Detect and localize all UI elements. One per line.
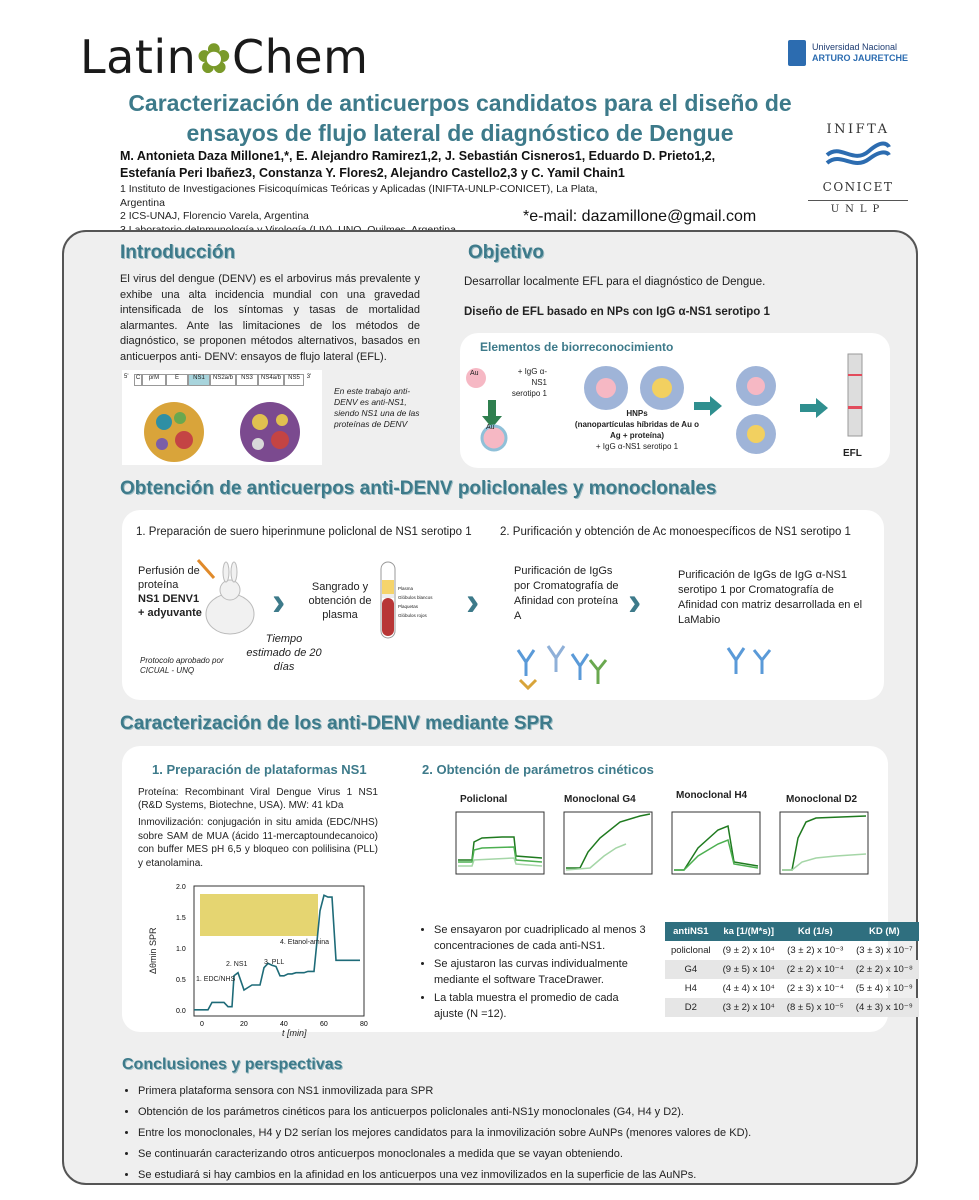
table-cell: (5 ± 4) x 10⁻⁹ (855, 983, 913, 994)
virus-particles-icon (122, 390, 322, 465)
conicet-text: CONICET (822, 180, 894, 194)
plot-title-g4: Monoclonal G4 (564, 794, 636, 805)
institution-logos (808, 122, 908, 215)
annotation-pll: 3. PLL (264, 959, 285, 966)
leaf-icon: ✿ (196, 34, 232, 83)
protocol-note: Protocolo aprobado por CICUAL - UNQ (140, 656, 224, 675)
y-tick-label: 1.0 (176, 945, 186, 953)
bullet-2: • Se ajustaron las curvas individualmente mediante el software TraceDrawer. (434, 956, 648, 988)
chart-xlabel: t [min] (282, 1028, 307, 1038)
dengue-virus-figure (122, 370, 322, 465)
au-label: Au (470, 370, 479, 377)
annotation-etanolamina: 4. Etanol-amina (280, 939, 330, 946)
table-cell: (8 ± 5) x 10⁻⁵ (781, 998, 850, 1017)
table-cell: G4 (665, 960, 717, 979)
affiliation-2: 2 ICS-UNAJ, Florencio Varela, Argentina (120, 210, 309, 222)
spr-heading: Caracterización de los anti-DENV mediante SPR (120, 713, 553, 734)
plot-title-h4: Monoclonal H4 (676, 790, 748, 801)
x-tick-label: 0 (200, 1021, 204, 1028)
authors (120, 148, 800, 182)
objective-text: Desarrollar localmente EFL para el diagnóstico de Dengue. (464, 276, 766, 288)
genome-ns4: NS4a/b (258, 374, 284, 386)
hnps-igg: + IgG α-NS1 serotipo 1 (595, 442, 679, 451)
table-row (665, 960, 919, 979)
kinetics-bullets (420, 922, 648, 1024)
purification2-text: Purificación de IgGs de IgG α-NS1 serotipo 1 por Cromatografía de Afinidad con matriz desarrollada en el LaMabio (678, 569, 863, 626)
table-cell: (2 ± 2) x 10⁻⁴ (781, 960, 850, 979)
antibodies-mix-icon (512, 640, 612, 694)
tube-label-red: Glóbulos rojos (398, 613, 427, 618)
table-cell: (3 ± 3) x 10⁻⁷ (856, 945, 913, 956)
univ-line2: ARTURO JAURETCHE (812, 53, 909, 63)
y-tick-label: 0.0 (176, 1007, 186, 1015)
table-cell: (9 ± 5) x 10⁴ (717, 960, 781, 979)
chart-ylabel: Δθmin SPR (148, 927, 158, 974)
chevron-right-icon: › (272, 580, 286, 624)
bullet-3: • La tabla muestra el promedio de cada ajuste (N =12). (434, 990, 648, 1022)
hnps-title: HNPs (626, 409, 648, 418)
spr-sensorgram-chart (150, 878, 370, 1038)
poster-title: Caracterización de anticuerpos candidatos para el diseño de ensayos de flujo lateral de diagnóstico de Dengue (128, 90, 792, 146)
x-tick-label: 40 (280, 1021, 288, 1028)
au-label-2: Au (486, 424, 495, 431)
h4-plot (668, 808, 764, 882)
table-cell: D2 (665, 998, 717, 1017)
d2-plot (776, 808, 872, 882)
recog-title: Elementos de biorreconocimiento (480, 340, 674, 354)
g4-plot (560, 808, 656, 882)
table-cell: (4 ± 3) x 10⁻⁹ (850, 998, 919, 1017)
surface-illustration (200, 894, 318, 936)
antibodies-heading: Obtención de anticuerpos anti-DENV policlonales y monoclonales (120, 478, 717, 499)
spr-sub2: 2. Obtención de parámetros cinéticos (422, 762, 654, 777)
step1-title: 1. Preparación de suero hiperinmune policlonal de NS1 serotipo 1 (136, 526, 472, 538)
intro-note: En este trabajo anti-DENV es anti-NS1, siendo NS1 una de las proteínas de DENV (334, 386, 420, 429)
inifta-text: INIFTA (826, 122, 890, 137)
x-tick-label: 60 (320, 1021, 328, 1028)
table-cell: (9 ± 2) x 10⁴ (722, 945, 775, 956)
objective-heading: Objetivo (468, 242, 545, 263)
table-row (665, 941, 919, 960)
table-header: KD (M) (850, 922, 919, 941)
y-tick-label: 1.5 (176, 914, 186, 922)
chevron-right-icon-3: › (628, 580, 642, 624)
authors-line2: Estefanía Peri Ibañez3, Constanza Y. Flores2, Alejandro Castello2,3 y C. Yamil Chain1 (120, 166, 625, 180)
intro-heading: Introducción (120, 242, 236, 263)
contact-email[interactable]: *e-mail: dazamillone@gmail.com (523, 208, 757, 225)
genome-ns2: NS2a/b (210, 374, 236, 386)
logo-chem-text: Chem (232, 30, 369, 84)
annotation-ns1: 2. NS1 (226, 961, 248, 968)
kinetic-plots (440, 790, 880, 894)
conclusions-list (124, 1082, 884, 1187)
purification1-text: Purificación de IgGs por Cromatografía de Afinidad con proteína A (514, 565, 619, 622)
efl-label: EFL (843, 448, 862, 459)
table-cell: H4 (684, 983, 697, 994)
conicet-wave-icon (823, 141, 893, 171)
kinetics-table (665, 922, 919, 1017)
table-cell: (3 ± 2) x 10⁻³ (787, 945, 844, 956)
protein-text: Proteína: Recombinant Viral Dengue Virus 1 NS1 (R&D Systems, Biotechne, USA). MW: 41 kDa (138, 787, 378, 811)
table-cell: (2 ± 2) x 10⁻⁸ (850, 960, 919, 979)
immobilization-text: Inmovilización: conjugación in situ amida (EDC/NHS) sobre SAM de MUA (ácido 11-mercaptoundecanoico) con buffer MES pH 6,5 y bloqueo con polilisina (PLL) y etanolamina. (138, 817, 378, 869)
annotation-edc: 1. EDC/NHS (196, 976, 236, 983)
x-tick-label: 20 (240, 1021, 248, 1028)
table-header: Kd (1/s) (781, 922, 850, 941)
tube-labels (398, 584, 438, 620)
policlonal-plot (452, 808, 548, 882)
perfusion-a: Perfusión de proteína (138, 565, 200, 591)
genome-c: C (134, 374, 142, 386)
table-cell: policlonal (671, 945, 711, 956)
table-cell: (2 ± 3) x 10⁻⁴ (786, 983, 844, 994)
plot-title-d2: Monoclonal D2 (786, 794, 858, 805)
genome-e: E (166, 374, 188, 386)
table-header: ka [1/(M*s)] (717, 922, 781, 941)
intro-text: El virus del dengue (DENV) es el arbovirus más prevalente y exhibe una alta incidencia mundial con una gravedad intensificada de los síntomas y tasas de mortalidad alarmantes. Ante las limitaciones de los métodos de diagnóstico, se proponen métodos alternativos, basados en anticuerpos anti- DENV: ensayos de flujo lateral (EFL). (120, 273, 420, 363)
table-row (665, 998, 919, 1017)
conclusion-item: • Se continuarán caracterizando otros anticuerpos monoclonales a medida que se vayan obteniendo. (138, 1145, 884, 1164)
genome-ns1: NS1 (188, 374, 210, 386)
univ-line1: Universidad Nacional (812, 42, 898, 52)
y-tick-label: 0.5 (176, 976, 186, 984)
conclusion-item: • Se estudiará si hay cambios en la afinidad en los anticuerpos una vez inmovilizados en la superficie de las AuNPs. (138, 1166, 884, 1185)
bullet-1: • Se ensayaron por cuadriplicado al menos 3 concentraciones de cada anti-NS1. (434, 922, 648, 954)
perfusion-b: NS1 DENV1 + adyuvante (138, 593, 202, 619)
hnps-label (572, 408, 702, 452)
conclusions-heading: Conclusiones y perspectivas (122, 1056, 343, 1073)
igg-label: + IgG α-NS1 serotipo 1 (511, 367, 547, 398)
authors-line1: M. Antonieta Daza Millone1,*, E. Alejandro Ramirez1,2, J. Sebastián Cisneros1, Eduardo D. Prieto1,2, (120, 149, 716, 163)
conclusion-item: • Obtención de los parámetros cinéticos para los anticuerpos policlonales anti-NS1y monoclonales (G4, H4 y D2). (138, 1103, 884, 1122)
unlp-text: UNLP (808, 200, 908, 215)
table-header-row (665, 922, 919, 941)
hnps-desc: (nanopartículas híbridas de Au o Ag + proteína) (574, 420, 700, 440)
genome-bar (124, 374, 320, 386)
time-estimate: Tiempo estimado de 20 días (246, 633, 322, 673)
table-cell: (4 ± 4) x 10⁴ (722, 983, 775, 994)
x-tick-label: 80 (360, 1021, 368, 1028)
conclusion-item: • Primera plataforma sensora con NS1 inmovilizada para SPR (138, 1082, 884, 1101)
table-row (665, 979, 919, 998)
objective-design: Diseño de EFL basado en NPs con IgG α-NS1 serotipo 1 (464, 306, 770, 318)
tube-label-white: Glóbulos blancos Plaquetas (398, 595, 433, 609)
latinchem-logo (80, 30, 368, 84)
univ-mark-icon (788, 40, 806, 66)
y-tick-label: 2.0 (176, 884, 186, 891)
step2-title: 2. Purificación y obtención de Ac monoespecíficos de NS1 serotipo 1 (500, 526, 851, 538)
spr-sub1: 1. Preparación de plataformas NS1 (152, 762, 367, 777)
chevron-right-icon-2: › (466, 580, 480, 624)
plot-title-policlonal: Policlonal (460, 794, 508, 805)
genome-prm: prM (142, 374, 166, 386)
logo-latin-text: Latin (80, 30, 197, 84)
monospecific-antibodies-icon (722, 642, 782, 678)
conclusion-item: • Entre los monoclonales, H4 y D2 serían los mejores candidatos para la inmovilización sobre AuNPs (menores valores de KD). (138, 1124, 884, 1143)
genome-5prime: 5' (124, 374, 129, 380)
rabbit-icon (190, 556, 260, 642)
table-cell: (3 ± 2) x 10⁴ (717, 998, 781, 1017)
table-header: antiNS1 (665, 922, 717, 941)
genome-3prime: 3' (306, 374, 312, 380)
tube-label-plasma: Plasma (398, 586, 414, 591)
bleeding-text: Sangrado y obtención de plasma (308, 581, 372, 621)
affiliation-1: 1 Instituto de Investigaciones Fisicoquímicas Teóricas y Aplicadas (INIFTA-UNLP-CONICET), La Plata, Argentina (120, 183, 598, 209)
genome-ns5: NS5 (284, 374, 304, 386)
blood-tube-icon (376, 560, 400, 642)
genome-ns3: NS3 (236, 374, 258, 386)
